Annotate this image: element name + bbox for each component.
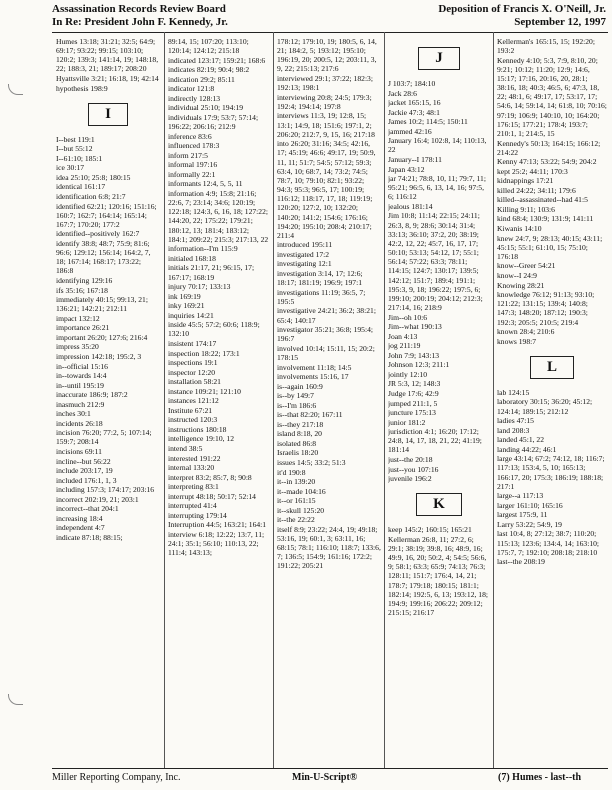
index-entry: inches 30:1 [56, 409, 91, 419]
index-entry: Jim--what 190:13 [388, 322, 442, 332]
index-entry: it--skull 125:20 [277, 505, 325, 515]
index-entry: indicates 82:19; 90:4; 98:2 [168, 65, 250, 75]
index-entry: Jack 28:6 [388, 88, 417, 98]
index-entry: interested 191:22 [168, 453, 221, 463]
index-entry: Humes 13:18; 31:21; 32:5; 64:9; 69:17; 93:22; 99:15; 103:10; 120:2; 139:3; 141:14, 19; 148:18, 22; 188:3, 21; 189:17; 208:20 [56, 37, 159, 74]
index-entry: inky 169:21 [168, 301, 205, 311]
index-entry: inasmuch 212:9 [56, 399, 105, 409]
index-entry: immediately 40:15; 99:13, 21; 136:21; 142:21; 212:11 [56, 295, 148, 314]
index-entry: Kellerman 26:8, 11; 27:2, 6; 29:1; 38:19; 39:8, 16; 48:9, 16; 49:9, 16, 20; 50:2, 4; 54:5; 56:6, 9; 58:1; 63:3; 65:9; 74:13; 76:3; 128:11; 151:7; 176:4, 14, 21; 178:7; 179:18; 180:15; 181:1; 182:14; 192:5, 6, 13; 193:12, 18; 194:9; 199:16; 206:22; 209:12; 215:15; 216:17 [388, 534, 488, 618]
binder-mark [8, 694, 23, 705]
index-entry: initials 21:17, 21; 96:15, 17; 167:17; 168:19 [168, 263, 255, 282]
index-entry: impression 142:18; 195:2, 3 [56, 351, 142, 361]
index-entry: inform 217:5 [168, 150, 208, 160]
index-entry: instructions 180:18 [168, 424, 227, 434]
index-entry: including 157:3; 174:17; 203:16 [56, 485, 155, 495]
index-entry: I--but 55:12 [56, 144, 93, 154]
index-entry: incisions 69:11 [56, 447, 102, 457]
index-entry: January 16:4; 102:8, 14; 110:13, 22 [388, 136, 487, 155]
index-entry: landed 45:1, 22 [497, 435, 545, 445]
index-entry: idea 25:10; 25:8; 180:15 [56, 172, 131, 182]
index-entry: junior 181:2 [388, 417, 426, 427]
header-rule [52, 32, 608, 33]
index-entry: island 8:18, 20 [277, 429, 322, 439]
index-entry: ice 30:17 [56, 163, 85, 173]
index-entry: Judge 17:6; 42:9 [388, 388, 439, 398]
index-entry: interrupted 41:4 [168, 501, 217, 511]
section-letter-box: K [416, 493, 462, 516]
index-entry: importance 26:21 [56, 323, 110, 333]
header-board-title: Assassination Records Review Board [52, 3, 226, 15]
header-right [438, 3, 606, 29]
index-entry: Israelis 18:20 [277, 448, 319, 458]
index-entry: investigated 17:2 [277, 249, 330, 259]
index-entry: installation 58:21 [168, 377, 221, 387]
index-column-5 [497, 37, 607, 767]
index-entry: interrupt 48:18; 50:17; 52:14 [168, 491, 256, 501]
index-entry: individual 25:10; 194:19 [168, 103, 244, 113]
column-divider [164, 32, 165, 768]
index-entry: J 103:7; 184:10 [388, 79, 436, 88]
index-entry: large 43:14; 67:2; 74:12, 18; 116:7; 117:13; 153:4, 5, 10; 165:13; 166:17, 20; 175:3; 186:19; 188:18; 217:1 [497, 454, 605, 491]
index-entry: incorrect 202:19, 21; 203:1 [56, 494, 139, 504]
index-entry: increasing 18:4 [56, 513, 103, 523]
index-entry: internal 133:20 [168, 463, 215, 473]
index-entry: information--I'm 115:9 [168, 244, 238, 254]
index-entry: incidents 26:18 [56, 418, 103, 428]
index-entry: killed--assassinated--had 41:5 [497, 195, 588, 205]
index-entry: identification 6:8; 21:7 [56, 192, 126, 201]
index-entry: 89:14, 15; 107:20; 113:10; 120:14; 124:12; 215:18 [168, 37, 249, 56]
index-entry: independent 4:7 [56, 523, 105, 533]
index-entry: is--that 82:20; 167:11 [277, 410, 343, 420]
index-entry: incline--but 56:22 [56, 456, 111, 466]
index-entry: just--the 20:18 [388, 455, 433, 465]
index-entry: Kiwanis 14:10 [497, 224, 542, 234]
index-column-4 [388, 37, 490, 767]
index-entry: in--official 15:16 [56, 361, 108, 371]
index-entry: large--a 117:13 [497, 491, 544, 501]
index-entry: land 208:3 [497, 425, 530, 435]
index-entry: indicate 87:18; 88:15; [56, 532, 123, 542]
index-entry: Joan 4:13 [388, 331, 418, 341]
index-entry: interviewing 20:8; 24:5; 179:3; 192:4; 194:14; 197:8 [277, 92, 372, 111]
index-entry: identified--positively 162:7 [56, 229, 140, 239]
index-entry: it--in 139:20 [277, 477, 316, 487]
index-entry: jumped 211:1, 5 [388, 398, 438, 408]
index-entry: killed 24:22; 34:11; 179:6 [497, 185, 576, 195]
index-entry: is--again 160:9 [277, 381, 323, 391]
index-entry: incorrect--that 204:1 [56, 504, 119, 514]
index-entry: interview 6:18; 12:22; 13:7, 11; 24:1; 35:1; 56:10; 110:13, 22; 111:4; 143:13; [168, 529, 265, 558]
index-entry: know--Greer 54:21 [497, 261, 556, 271]
section-letter [388, 493, 490, 516]
index-entry: jealous 181:14 [388, 201, 433, 211]
index-entry: investigating 12:1 [277, 259, 332, 269]
section-letter-box: J [418, 47, 460, 70]
index-entry: Jim 10:8; 11:14; 22:15; 24:11; 26:3, 8, 9; 28:6; 30:14; 31:4; 33:13; 36:10; 37:2, 20; 38:19; 42:2, 12, 22; 45:7, 16, 17, 17; 50:10; 53:13; 54:12, 17; 55:1; 56:14; 57:22; 63:3; 78:11; 114:15; 124:7; 130:17; 139:5; 142:12; 151:7; 189:4; 191:1; 195:3, 9, 18; 196:22; 197:5, 6; 199:10; 200:19; 204:12; 212:3; 217:14, 16; 218:9 [388, 211, 483, 313]
index-entry: interrupting 179:14 [168, 510, 227, 520]
index-entry: identify 38:8; 48:7; 75:9; 81:6; 96:6; 129:12; 156:14; 164:2, 7, 18; 167:14; 168:17; 173:22; 186:8 [56, 238, 151, 276]
index-entry: ifs 35:16; 167:18 [56, 285, 108, 295]
binder-mark [8, 84, 23, 95]
index-entry: it--made 104:16 [277, 486, 326, 496]
index-entry: included 176:1, 1, 3 [56, 475, 117, 485]
index-entry: last 10:4, 8; 27:12; 38:7; 110:20; 115:13; 123:6; 134:4, 14; 163:10; 175:7, 7; 192:10; 208:18; 218:10 [497, 529, 600, 557]
index-column-1 [56, 37, 160, 767]
index-entry: inside 45:5; 57:2; 60:6; 118:9; 132:10 [168, 320, 260, 339]
index-entry: involved 10:14; 15:11, 15; 20:2; 178:15 [277, 343, 375, 362]
index-entry: laboratory 30:15; 36:20; 45:12; 124:14; 189:15; 212:12 [497, 397, 593, 416]
index-entry: John 7:9; 143:13 [388, 350, 440, 360]
index-entry: jurisdiction 4:1; 16:20; 17:12; 24:8, 14, 17, 18, 21, 22; 41:19; 181:14 [388, 427, 482, 455]
index-entry: involvements 15:16, 17 [277, 372, 349, 382]
index-entry: identical 161:17 [56, 182, 106, 192]
index-entry: instance 109:21; 121:10 [168, 386, 241, 396]
index-entry: jammed 42:16 [388, 126, 432, 136]
index-entry: last--the 208:19 [497, 557, 545, 567]
index-entry: Killing 9:11; 103:6 [497, 204, 555, 214]
index-entry: Jackie 47:3; 48:1 [388, 107, 440, 117]
index-entry: injury 70:17; 133:13 [168, 282, 231, 292]
index-entry: known 28:4; 210:6 [497, 327, 555, 337]
index-entry: isolated 86:8 [277, 438, 317, 448]
column-divider [384, 32, 385, 768]
index-entry: investigations 11:19; 36:5, 7; 195:5 [277, 287, 366, 306]
index-entry: larger 161:10; 165:16 [497, 500, 563, 510]
index-entry: 178:12; 179:10, 19; 180:5, 6, 14, 21; 184:2, 5; 193:12; 195:10; 196:19, 20; 200:5, 12; 203:11, 3, 9, 22; 215:13; 217:6 [277, 37, 377, 74]
section-letter [388, 47, 490, 70]
index-entry: indicated 123:17; 159:21; 168:6 [168, 55, 266, 65]
index-entry: intelligence 19:10, 12 [168, 434, 235, 444]
footer-page-range: (7) Humes - last--th [498, 772, 582, 783]
index-entry: it--or 161:15 [277, 496, 316, 506]
section-letter [497, 356, 607, 379]
index-entry: impress 35:20 [56, 342, 99, 352]
index-entry: I--61:10; 185:1 [56, 153, 103, 163]
index-entry: investigator 35:21; 36:8; 195:4; 196:7 [277, 325, 373, 344]
index-entry: Hyattsville 3:21; 16:18, 19; 42:14 [56, 74, 159, 84]
index-entry: kept 25:2; 44:11; 170:3 [497, 166, 568, 176]
index-entry: interviews 11:3, 19; 12:8, 15; 13:1; 14:9, 18; 151:6; 197:1, 2; 206:20; 212:7, 9, 15, 16; 217:18 [277, 111, 375, 139]
index-entry: jog 211:19 [388, 341, 421, 351]
index-entry: Institute 67:21 [168, 405, 213, 415]
index-entry: inspector 12:20 [168, 367, 216, 377]
index-entry: issues 14:5; 33:2; 51:3 [277, 458, 346, 468]
index-entry: JR 5:3, 12; 148:3 [388, 379, 441, 389]
index-entry: James 10:2; 114:5; 150:11 [388, 117, 468, 127]
index-entry: is--I'm 186:6 [277, 400, 317, 410]
index-entry: itself 8:9; 23:22; 24:4, 19; 49:18; 53:16, 19; 60:1, 3; 63:11, 16; 68:15; 78:1; 116:10; 118:7; 133:6, 7; 136:5; 154:9; 161:16; 172:2; 191:22; 205:21 [277, 524, 381, 571]
index-entry: identified 62:21; 120:16; 151:16; 160:7; 162:7; 164:14; 165:14; 167:7; 170:20; 177:2 [56, 201, 157, 229]
index-entry: incision 76:20; 77:2, 5; 107:14; 159:7; 208:14 [56, 428, 152, 447]
index-entry: in--until 195:19 [56, 380, 104, 390]
header-left [52, 3, 228, 29]
column-divider [493, 32, 494, 768]
index-entry: Jim--oh 10:6 [388, 312, 428, 322]
index-entry: kind 68:4; 130:9; 131:9; 141:11 [497, 214, 594, 224]
footer-product: Min-U-Script® [292, 772, 358, 783]
index-entry: Interruption 44:5; 163:21; 164:1 [168, 520, 267, 530]
index-entry: inference 83:6 [168, 131, 212, 141]
header-case-title: In Re: President John F. Kennedy, Jr. [52, 16, 228, 28]
index-entry: initialed 168:18 [168, 253, 216, 263]
index-entry: information 4:9; 15:8; 21:16; 22:6, 7; 23:14; 34:6; 120:19; 122:18; 124:3, 6, 16, 18; 127:22; 144:20, 22; 175:22; 179:21; 180:12, 13; 181:4; 183:12; 184:1; 209:22; 215:3; 217:13, 22 [168, 188, 269, 244]
index-entry: is--by 149:7 [277, 391, 314, 401]
index-entry: instances 121:12 [168, 396, 219, 406]
index-entry: inquiries 14:21 [168, 310, 214, 320]
index-entry: informal 197:16 [168, 160, 218, 170]
index-entry: inaccurate 186:9; 187:2 [56, 390, 128, 400]
index-entry: identifying 129:16 [56, 275, 113, 285]
index-entry: Knowing 28:21 [497, 280, 545, 290]
index-entry: influenced 178:3 [168, 141, 220, 151]
header-deposition-title: Deposition of Francis X. O'Neill, Jr. [438, 3, 606, 15]
index-entry: introduced 195:11 [277, 240, 333, 250]
index-entry: ink 169:19 [168, 291, 201, 301]
section-letter-box: I [88, 103, 128, 126]
index-entry: is--they 217:18 [277, 419, 324, 429]
index-entry: jacket 165:15, 16 [388, 98, 441, 108]
index-entry: landing 44:22; 46:1 [497, 444, 557, 454]
index-entry: it'd 190:8 [277, 467, 306, 477]
index-entry: knowledge 76:12; 91:13; 93:10; 121:22; 131:15; 139:4; 140:8; 147:3; 148:20; 187:12; 190:3; 192:3; 205:5; 210:5; 219:4 [497, 290, 595, 327]
column-divider [273, 32, 274, 768]
index-entry: know--I 24:9 [497, 270, 537, 280]
index-entry: Kennedy 4:10; 5:3, 7:9, 8:10, 20; 9:21; 10:12; 11:20; 12:9; 14:6, 15:17; 17:16, 20:16, 20, 28:1; 38:16, 18; 40:3; 46:5, 6; 47:3, 18, 22; 48:1, 6; 49:17, 17; 53:17, 17; 54:6, 14; 59:14, 14; 61:8, 10; 70:16; 97:19; 106:9; 140:10, 10; 164:20; 176:15; 177:21; 178:4; 193:7; 210:1, 1; 214:5, 15 [497, 55, 607, 138]
section-letter-box: L [530, 356, 574, 379]
index-entry: interpret 83:2; 85:7, 8; 90:8 [168, 472, 252, 482]
index-entry: intend 38:5 [168, 444, 203, 453]
index-entry: indication 29:2; 85:11 [168, 74, 235, 84]
index-entry: individuals 17:9; 53:7; 57:14; 196:22; 206:16; 212:9 [168, 112, 259, 132]
header-date: September 12, 1997 [514, 16, 606, 28]
index-entry: impact 132:12 [56, 313, 100, 323]
index-entry: kidnappings 17:21 [497, 176, 554, 186]
index-entry: informally 22:1 [168, 169, 216, 179]
index-entry: juncture 175:13 [388, 408, 436, 418]
section-letter [56, 103, 160, 126]
index-entry: juvenile 196:2 [388, 474, 432, 484]
index-entry: lab 124:15 [497, 387, 530, 397]
index-entry: jointly 12:10 [388, 369, 428, 379]
index-column-2 [168, 37, 270, 767]
index-entry: just--you 107:16 [388, 464, 439, 474]
index-entry: keep 145:2; 160:15; 165:21 [388, 525, 472, 535]
index-entry: inspection 18:22; 173:1 [168, 348, 240, 358]
index-entry: Kellerman's 165:15, 15; 192:20; 193:2 [497, 37, 595, 56]
index-entry: knows 198:7 [497, 336, 537, 346]
index-entry: it--the 22:22 [277, 515, 315, 525]
index-entry: hypothesis 198:9 [56, 83, 108, 93]
index-entry: informants 12:4, 5, 5, 11 [168, 179, 243, 189]
index-entry: knew 24:7, 9; 28:13; 40:15; 43:11; 45:15; 55:1; 61:10, 15; 75:10; 176:18 [497, 233, 603, 261]
index-entry: jar 74:21; 78:8, 10, 11; 79:7, 11; 95:21; 96:5, 6, 13, 14, 16; 97:5, 6; 116:12 [388, 174, 486, 202]
index-entry: investigation 3:14, 17; 12:6; 18:17; 181:19; 196:9; 197:1 [277, 269, 363, 288]
index-entry: largest 175:9, 11 [497, 510, 548, 520]
index-entry: involvement 11:18; 14:5 [277, 362, 352, 372]
index-entry: interpreting 83:1 [168, 482, 219, 492]
index-entry: important 26:20; 127:6; 216:4 [56, 332, 148, 342]
index-entry: inspections 19:1 [168, 358, 218, 368]
index-entry: ladies 47:15 [497, 416, 534, 426]
index-entry: in--towards 14:4 [56, 371, 107, 381]
index-entry: instructed 120:3 [168, 415, 218, 425]
index-entry: Kenny 47:13; 53:22; 54:9; 204:2 [497, 157, 597, 167]
index-entry: indicator 121:8 [168, 84, 215, 94]
footer-company: Miller Reporting Company, Inc. [52, 772, 181, 783]
footer-rule [52, 768, 608, 769]
index-entry: January--I 178:11 [388, 154, 442, 164]
index-entry: I--best 119:1 [56, 134, 95, 144]
index-entry: insistent 174:17 [168, 338, 217, 348]
index-entry: into 26:20; 31:16; 34:5; 42:16, 17; 45:19; 46:6; 49:17, 19; 50:9, 11, 11; 51:7; 54:5; 57:12; 59:3; 63:4, 10; 68:7, 14; 73:2; 74:5; 78:7, 10; 79:10; 82:1; 93:22; 94:3; 95:3; 96:5, 17; 100:19; 116:12; 118:17, 17, 18; 119:19; 120:20; 127:2, 10; 132:20; 140:20; 141:2; 154:6; 176:16; 194:20; 195:10; 208:4; 210:17; 211:4 [277, 139, 376, 240]
index-column-3 [277, 37, 381, 767]
index-entry: include 203:17, 19 [56, 466, 113, 476]
index-entry: Larry 53:22; 54:9, 19 [497, 519, 562, 529]
index-entry: interviewed 29:1; 37:22; 182:3; 192:13; 198:1 [277, 74, 373, 93]
index-entry: indirectly 128:13 [168, 93, 221, 103]
index-entry: Kennedy's 50:13; 164:15; 166:12; 214:22 [497, 138, 601, 157]
index-entry: investigative 24:21; 36:2; 38:21; 65:4; 140:17 [277, 306, 376, 325]
index-entry: Johnson 12:3; 211:1 [388, 360, 450, 370]
index-entry: Japan 43:12 [388, 164, 425, 174]
